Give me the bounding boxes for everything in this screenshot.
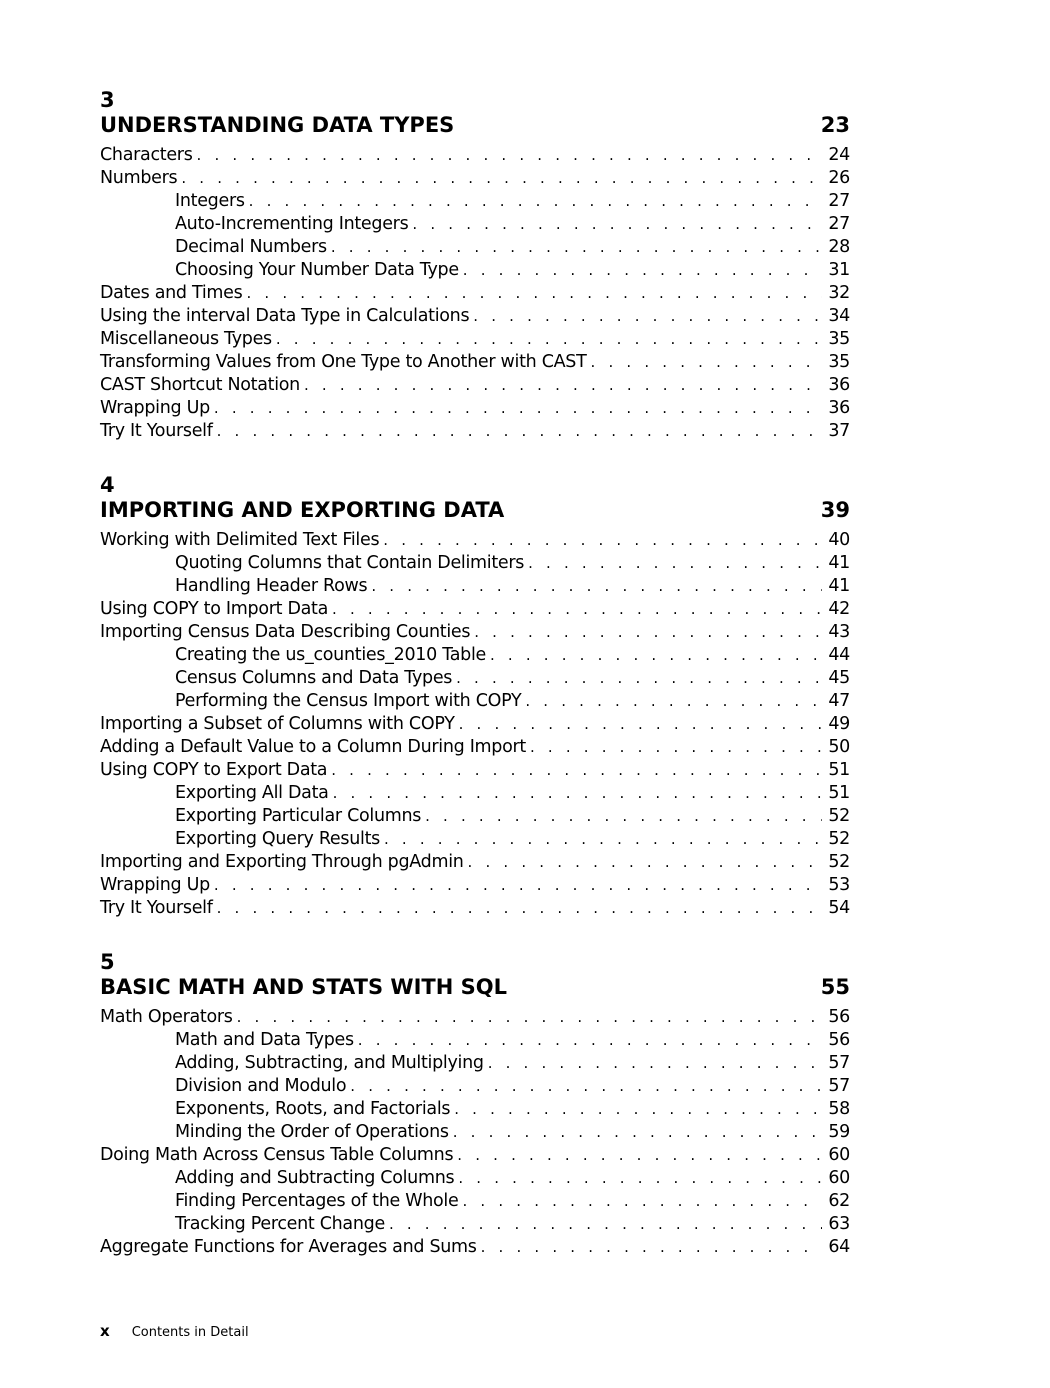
entry-page-number: 64: [828, 1237, 850, 1257]
entry-title: Quoting Columns that Contain Delimiters: [175, 553, 525, 573]
toc-subentry[interactable]: [100, 644, 850, 667]
dot-leader: [481, 1236, 823, 1259]
toc-subentry[interactable]: [100, 1190, 850, 1213]
dot-leader: [214, 874, 822, 897]
entry-page-number: 45: [828, 668, 850, 688]
entry-title: Importing a Subset of Columns with COPY: [100, 714, 455, 734]
entry-page-number: 52: [828, 829, 850, 849]
toc-subentry[interactable]: [100, 1075, 850, 1098]
chapter-page-number: 23: [820, 113, 850, 137]
entry-title: Exporting Particular Columns: [175, 806, 422, 826]
entry-title: Adding a Default Value to a Column During Import: [100, 737, 526, 757]
entry-page-number: 54: [828, 898, 850, 918]
entry-page-number: 56: [828, 1007, 850, 1027]
entry-page-number: 27: [828, 214, 850, 234]
dot-leader: [591, 351, 823, 374]
dot-leader: [217, 897, 823, 920]
chapter-list: [100, 88, 850, 1259]
entry-page-number: 34: [828, 306, 850, 326]
entry-title: Math and Data Types: [175, 1030, 354, 1050]
entry-page-number: 51: [828, 760, 850, 780]
entry-title: Try It Yourself: [100, 898, 213, 918]
entry-page-number: 58: [828, 1099, 850, 1119]
entry-page-number: 36: [828, 398, 850, 418]
entry-title: Exporting All Data: [175, 783, 329, 803]
toc-entry[interactable]: [100, 759, 850, 782]
entry-title: Dates and Times: [100, 283, 243, 303]
toc-subentry[interactable]: [100, 259, 850, 282]
toc-subentry[interactable]: [100, 828, 850, 851]
entry-title: Importing and Exporting Through pgAdmin: [100, 852, 464, 872]
dot-leader: [488, 1052, 823, 1075]
entry-page-number: 49: [828, 714, 850, 734]
entry-page-number: 35: [828, 329, 850, 349]
chapter-heading[interactable]: [100, 974, 850, 1006]
page-footer: [100, 1322, 249, 1340]
toc-entry[interactable]: [100, 351, 850, 374]
entry-title: Using COPY to Import Data: [100, 599, 329, 619]
entry-title: Transforming Values from One Type to Another with CAST: [100, 352, 587, 372]
entry-page-number: 51: [828, 783, 850, 803]
dot-leader: [530, 736, 822, 759]
entry-page-number: 59: [828, 1122, 850, 1142]
entry-title: Characters: [100, 145, 193, 165]
entry-page-number: 56: [828, 1030, 850, 1050]
dot-leader: [350, 1075, 822, 1098]
entry-title: Doing Math Across Census Table Columns: [100, 1145, 454, 1165]
dot-leader: [249, 190, 823, 213]
entry-page-number: 57: [828, 1053, 850, 1073]
toc-entry[interactable]: [100, 305, 850, 328]
dot-leader: [468, 851, 823, 874]
chapter-number: 4: [100, 473, 115, 497]
toc-subentry[interactable]: [100, 1213, 850, 1236]
entry-title: Creating the us_counties_2010 Table: [175, 645, 486, 665]
toc-entry[interactable]: [100, 420, 850, 443]
chapter-heading[interactable]: [100, 112, 850, 144]
footer-page-number: x: [100, 1322, 110, 1340]
dot-leader: [331, 236, 822, 259]
entry-title: Auto-Incrementing Integers: [175, 214, 409, 234]
entry-page-number: 53: [828, 875, 850, 895]
dot-leader: [217, 420, 823, 443]
entry-title: Using the interval Data Type in Calculations: [100, 306, 470, 326]
entry-page-number: 40: [828, 530, 850, 550]
entry-page-number: 32: [828, 283, 850, 303]
entry-title: Division and Modulo: [175, 1076, 347, 1096]
entry-title: Using COPY to Export Data: [100, 760, 328, 780]
dot-leader: [463, 259, 823, 282]
toc-entry[interactable]: [100, 1236, 850, 1259]
entry-page-number: 50: [828, 737, 850, 757]
entry-page-number: 27: [828, 191, 850, 211]
chapter-page-number: 39: [820, 498, 850, 522]
entry-page-number: 36: [828, 375, 850, 395]
entry-page-number: 47: [828, 691, 850, 711]
entry-title: Wrapping Up: [100, 398, 210, 418]
toc-subentry[interactable]: [100, 552, 850, 575]
dot-leader: [456, 667, 822, 690]
dot-leader: [384, 828, 822, 851]
footer-running-title: Contents in Detail: [131, 1325, 249, 1340]
toc-entry[interactable]: [100, 397, 850, 420]
entry-title: Aggregate Functions for Averages and Sums: [100, 1237, 477, 1257]
dot-leader: [181, 167, 822, 190]
entry-page-number: 41: [828, 553, 850, 573]
entry-title: Performing the Census Import with COPY: [175, 691, 522, 711]
chapter-section: [100, 88, 850, 443]
dot-leader: [453, 1121, 823, 1144]
entry-title: Adding, Subtracting, and Multiplying: [175, 1053, 484, 1073]
entry-title: Math Operators: [100, 1007, 233, 1027]
entry-title: Integers: [175, 191, 245, 211]
entry-page-number: 41: [828, 576, 850, 596]
dot-leader: [383, 529, 822, 552]
toc-subentry[interactable]: [100, 236, 850, 259]
entry-page-number: 35: [828, 352, 850, 372]
toc-subentry[interactable]: [100, 1029, 850, 1052]
dot-leader: [462, 1190, 822, 1213]
entry-page-number: 28: [828, 237, 850, 257]
entry-title: Numbers: [100, 168, 178, 188]
dot-leader: [389, 1213, 822, 1236]
toc-entry[interactable]: [100, 167, 850, 190]
toc-subentry[interactable]: [100, 1167, 850, 1190]
toc-entry[interactable]: [100, 851, 850, 874]
entry-title: Tracking Percent Change: [175, 1214, 385, 1234]
dot-leader: [304, 374, 822, 397]
chapter-number: 3: [100, 88, 115, 112]
entry-title: Minding the Order of Operations: [175, 1122, 449, 1142]
dot-leader: [528, 552, 822, 575]
entry-title: CAST Shortcut Notation: [100, 375, 300, 395]
entry-page-number: 31: [828, 260, 850, 280]
dot-leader: [457, 1144, 822, 1167]
entry-title: Wrapping Up: [100, 875, 210, 895]
dot-leader: [276, 328, 822, 351]
entry-page-number: 42: [828, 599, 850, 619]
toc-subentry[interactable]: [100, 667, 850, 690]
toc-entry[interactable]: [100, 374, 850, 397]
toc-subentry[interactable]: [100, 575, 850, 598]
dot-leader: [358, 1029, 823, 1052]
entry-page-number: 26: [828, 168, 850, 188]
toc-entry[interactable]: [100, 282, 850, 305]
entry-page-number: 43: [828, 622, 850, 642]
dot-leader: [459, 713, 823, 736]
entry-title: Choosing Your Number Data Type: [175, 260, 459, 280]
entry-title: Importing Census Data Describing Counties: [100, 622, 471, 642]
chapter-title: UNDERSTANDING DATA TYPES: [100, 113, 455, 137]
toc-subentry[interactable]: [100, 190, 850, 213]
entry-title: Try It Yourself: [100, 421, 213, 441]
dot-leader: [525, 690, 822, 713]
entry-title: Adding and Subtracting Columns: [175, 1168, 455, 1188]
dot-leader: [454, 1098, 822, 1121]
chapter-section: [100, 950, 850, 1259]
toc-subentry[interactable]: [100, 1121, 850, 1144]
chapter-title: BASIC MATH AND STATS WITH SQL: [100, 975, 507, 999]
dot-leader: [371, 575, 822, 598]
dot-leader: [331, 759, 822, 782]
entry-page-number: 63: [828, 1214, 850, 1234]
dot-leader: [412, 213, 822, 236]
toc-entry[interactable]: [100, 897, 850, 920]
dot-leader: [333, 782, 823, 805]
entry-page-number: 62: [828, 1191, 850, 1211]
chapter-number: 5: [100, 950, 115, 974]
entry-title: Handling Header Rows: [175, 576, 368, 596]
chapter-heading[interactable]: [100, 497, 850, 529]
dot-leader: [458, 1167, 822, 1190]
toc-entry[interactable]: [100, 598, 850, 621]
toc-page: [100, 88, 850, 1289]
toc-entry[interactable]: [100, 1006, 850, 1029]
chapter-page-number: 55: [820, 975, 850, 999]
entry-title: Census Columns and Data Types: [175, 668, 453, 688]
entry-title: Decimal Numbers: [175, 237, 327, 257]
dot-leader: [474, 621, 822, 644]
entry-page-number: 52: [828, 806, 850, 826]
chapter-title: IMPORTING AND EXPORTING DATA: [100, 498, 505, 522]
entry-title: Exponents, Roots, and Factorials: [175, 1099, 451, 1119]
entry-title: Exporting Query Results: [175, 829, 380, 849]
toc-subentry[interactable]: [100, 782, 850, 805]
entry-page-number: 57: [828, 1076, 850, 1096]
entry-page-number: 37: [828, 421, 850, 441]
entry-title: Finding Percentages of the Whole: [175, 1191, 459, 1211]
toc-entry[interactable]: [100, 328, 850, 351]
dot-leader: [425, 805, 822, 828]
dot-leader: [246, 282, 822, 305]
entry-page-number: 60: [828, 1168, 850, 1188]
toc-entry[interactable]: [100, 621, 850, 644]
dot-leader: [473, 305, 822, 328]
entry-page-number: 52: [828, 852, 850, 872]
chapter-section: [100, 473, 850, 920]
entry-title: Working with Delimited Text Files: [100, 530, 380, 550]
entry-page-number: 44: [828, 645, 850, 665]
toc-subentry[interactable]: [100, 1052, 850, 1075]
entry-page-number: 60: [828, 1145, 850, 1165]
toc-entry[interactable]: [100, 713, 850, 736]
toc-subentry[interactable]: [100, 213, 850, 236]
toc-subentry[interactable]: [100, 690, 850, 713]
toc-entry[interactable]: [100, 736, 850, 759]
toc-subentry[interactable]: [100, 1098, 850, 1121]
toc-entry[interactable]: [100, 874, 850, 897]
toc-subentry[interactable]: [100, 805, 850, 828]
toc-entry[interactable]: [100, 1144, 850, 1167]
dot-leader: [214, 397, 822, 420]
dot-leader: [197, 144, 823, 167]
entry-title: Miscellaneous Types: [100, 329, 272, 349]
dot-leader: [490, 644, 822, 667]
dot-leader: [237, 1006, 823, 1029]
toc-entry[interactable]: [100, 529, 850, 552]
dot-leader: [332, 598, 822, 621]
entry-page-number: 24: [828, 145, 850, 165]
toc-entry[interactable]: [100, 144, 850, 167]
